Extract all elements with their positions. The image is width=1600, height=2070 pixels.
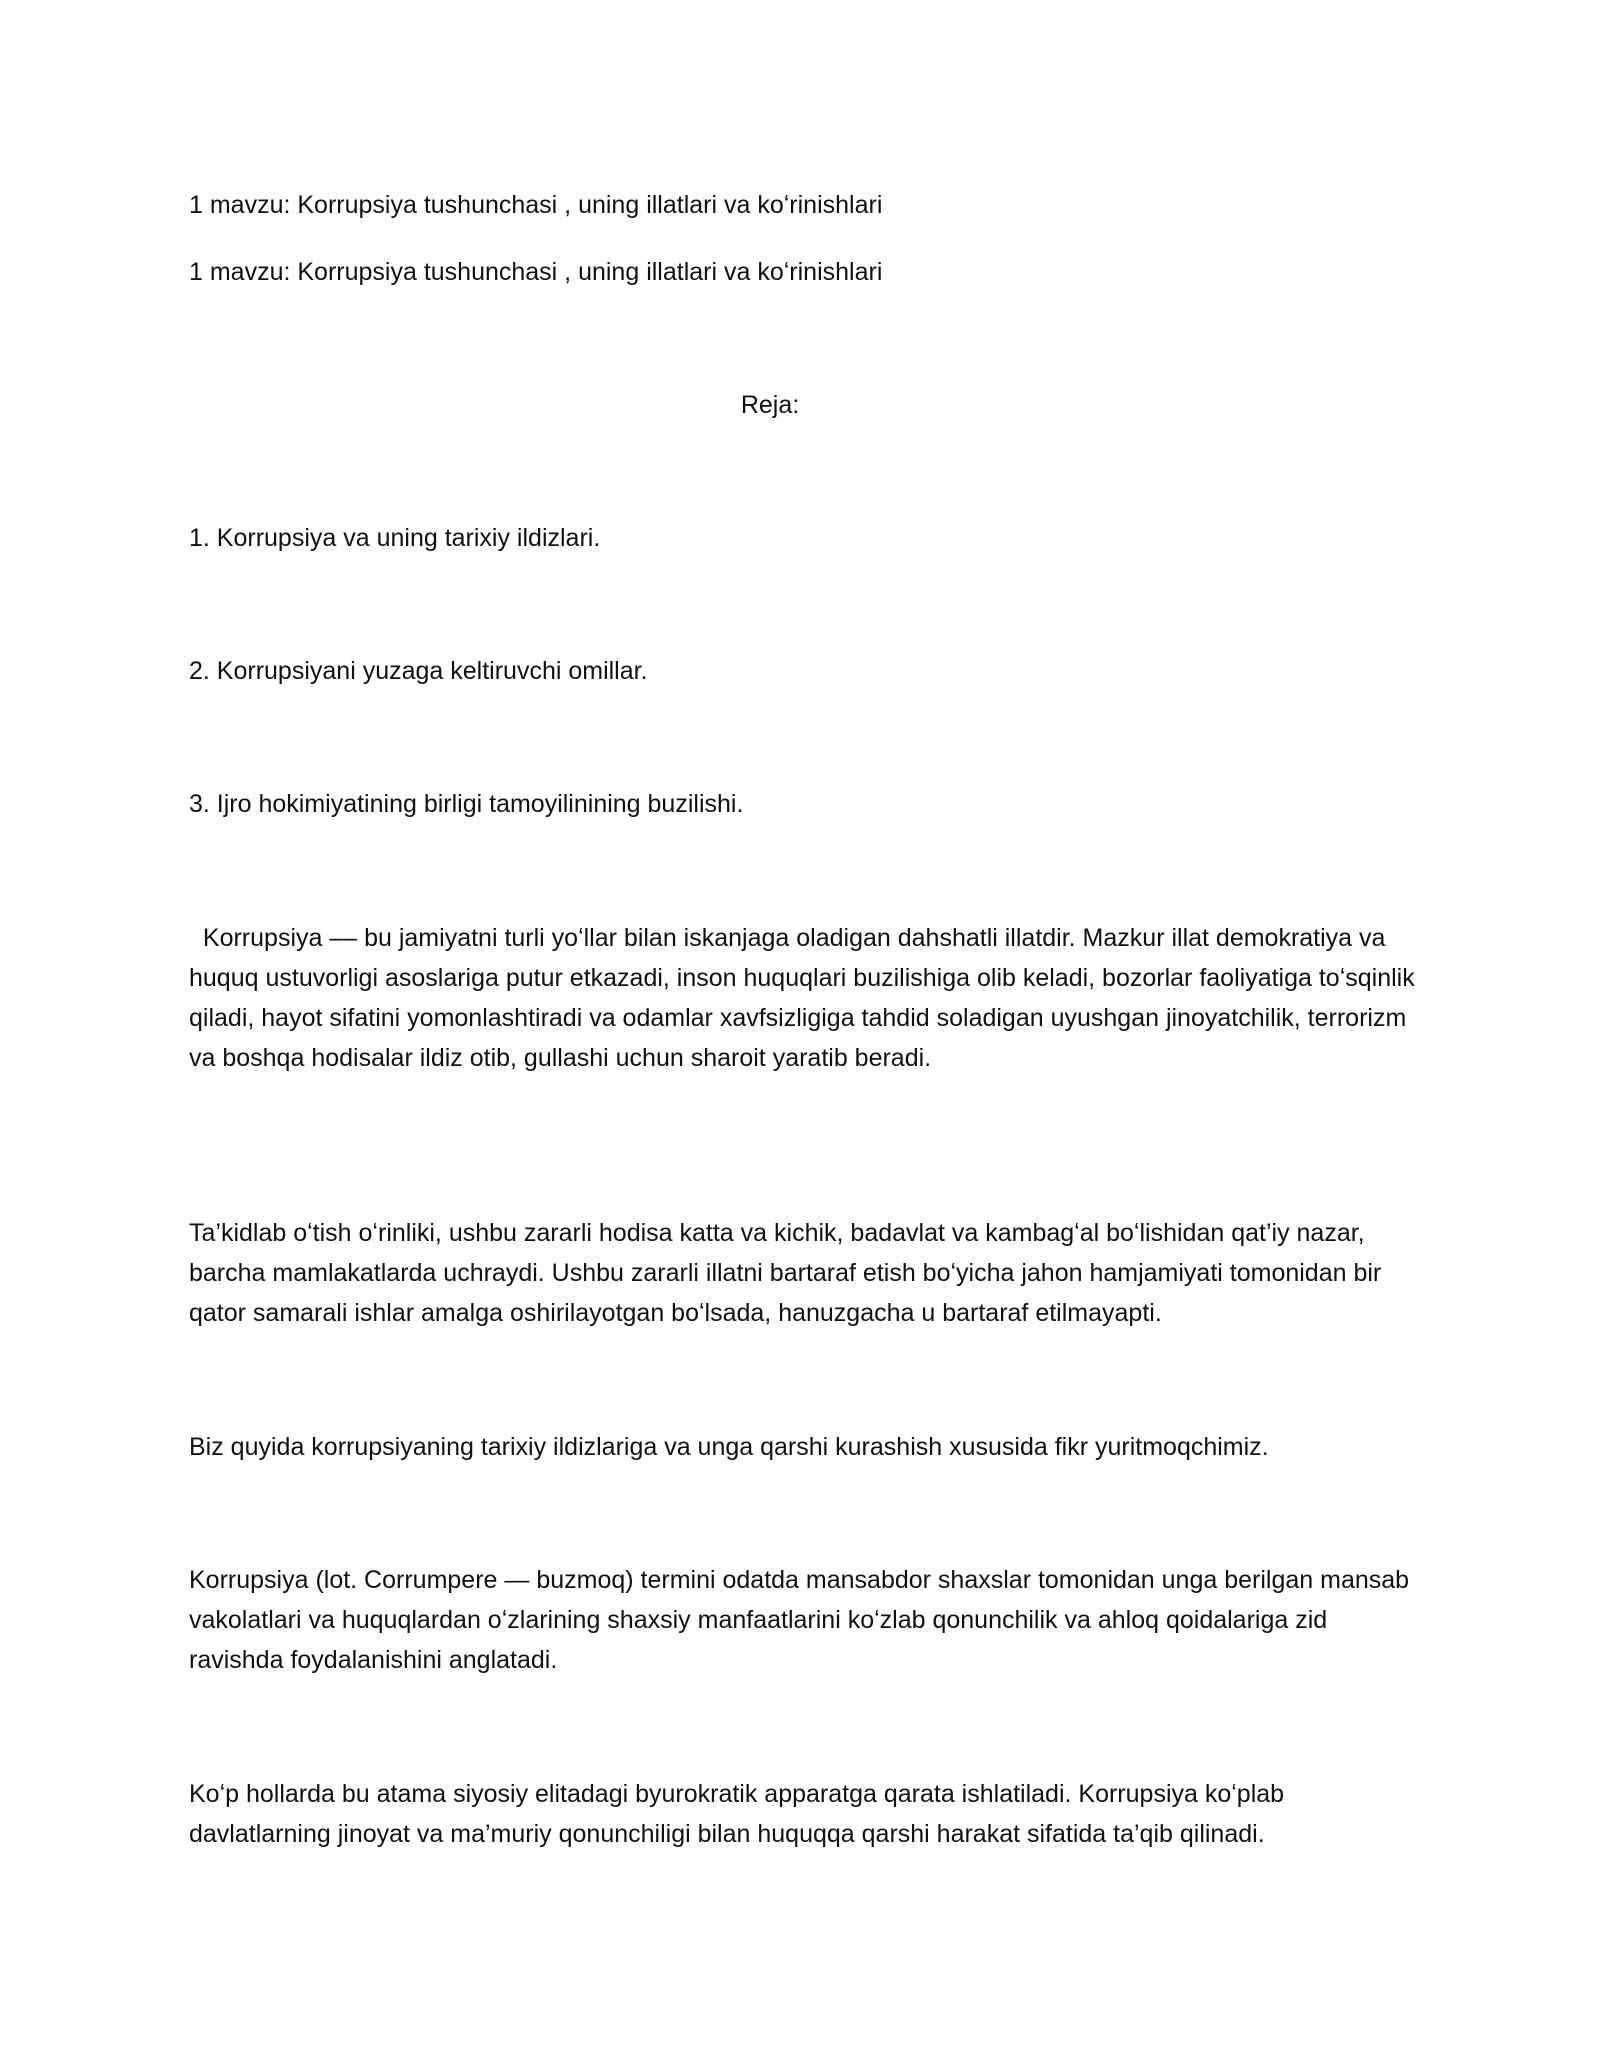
plan-heading: Reja: (740, 391, 800, 419)
paragraph-definition: Korrupsiya (lot. Corrumpere — buzmoq) termini odatda mansabdor shaxslar tomonidan unga berilgan mansab vakolatlari va huquqlardan oʻzlarining shaxsiy manfaatlarini koʻzlab qonunchilik va ahloq qoidalariga zid ravishda foydalanishini anglatadi. (189, 1566, 1410, 1674)
plan-item-2: 2. Korrupsiyani yuzaga keltiruvchi omillar. (189, 657, 648, 685)
topic-title: 1 mavzu: Korrupsiya tushunchasi , uning illatlari va koʻrinishlari (189, 191, 883, 219)
paragraph-intro: Korrupsiya –– bu jamiyatni turli yoʻllar bilan iskanjaga oladigan dahshatli illatdir. Mazkur illat demokratiya va huquq ustuvorligi asoslariga putur etkazadi, inson huquqlari buzilishiga olib keladi, bozorlar faoliyatiga toʻsqinlik qiladi, hayot sifatini yomonlashtiradi va odamlar xavfsizligiga tahdid soladigan uyushgan jinoyatchilik, terrorizm va boshqa hodisalar ildiz otib, gullashi uchun sharoit yaratib beradi. (189, 924, 1422, 1072)
paragraph-purpose: Biz quyida korrupsiyaning tarixiy ildizlariga va unga qarshi kurashish xususida fikr yuritmoqchimiz. (189, 1433, 1269, 1461)
topic-title-repeat: 1 mavzu: Korrupsiya tushunchasi , uning illatlari va koʻrinishlari (189, 258, 883, 286)
paragraph-usage: Koʻp hollarda bu atama siyosiy elitadagi byurokratik apparatga qarata ishlatiladi. Korrupsiya koʻplab davlatlarning jinoyat va ma’muriy qonunchiligi bilan huquqqa qarshi harakat sifatida ta’qib qilinadi. (189, 1780, 1285, 1848)
plan-item-1: 1. Korrupsiya va uning tarixiy ildizlari. (189, 524, 601, 552)
plan-item-3: 3. Ijro hokimiyatining birligi tamoyilinining buzilishi. (189, 790, 744, 818)
paragraph-prevalence: Ta’kidlab oʻtish oʻrinliki, ushbu zararli hodisa katta va kichik, badavlat va kambagʻal boʻlishidan qat’iy nazar, barcha mamlakatlarda uchraydi. Ushbu zararli illatni bartaraf etish boʻyicha jahon hamjamiyati tomonidan bir qator samarali ishlar amalga oshirilayotgan boʻlsada, hanuzgacha u bartaraf etilmayapti. (189, 1219, 1382, 1327)
